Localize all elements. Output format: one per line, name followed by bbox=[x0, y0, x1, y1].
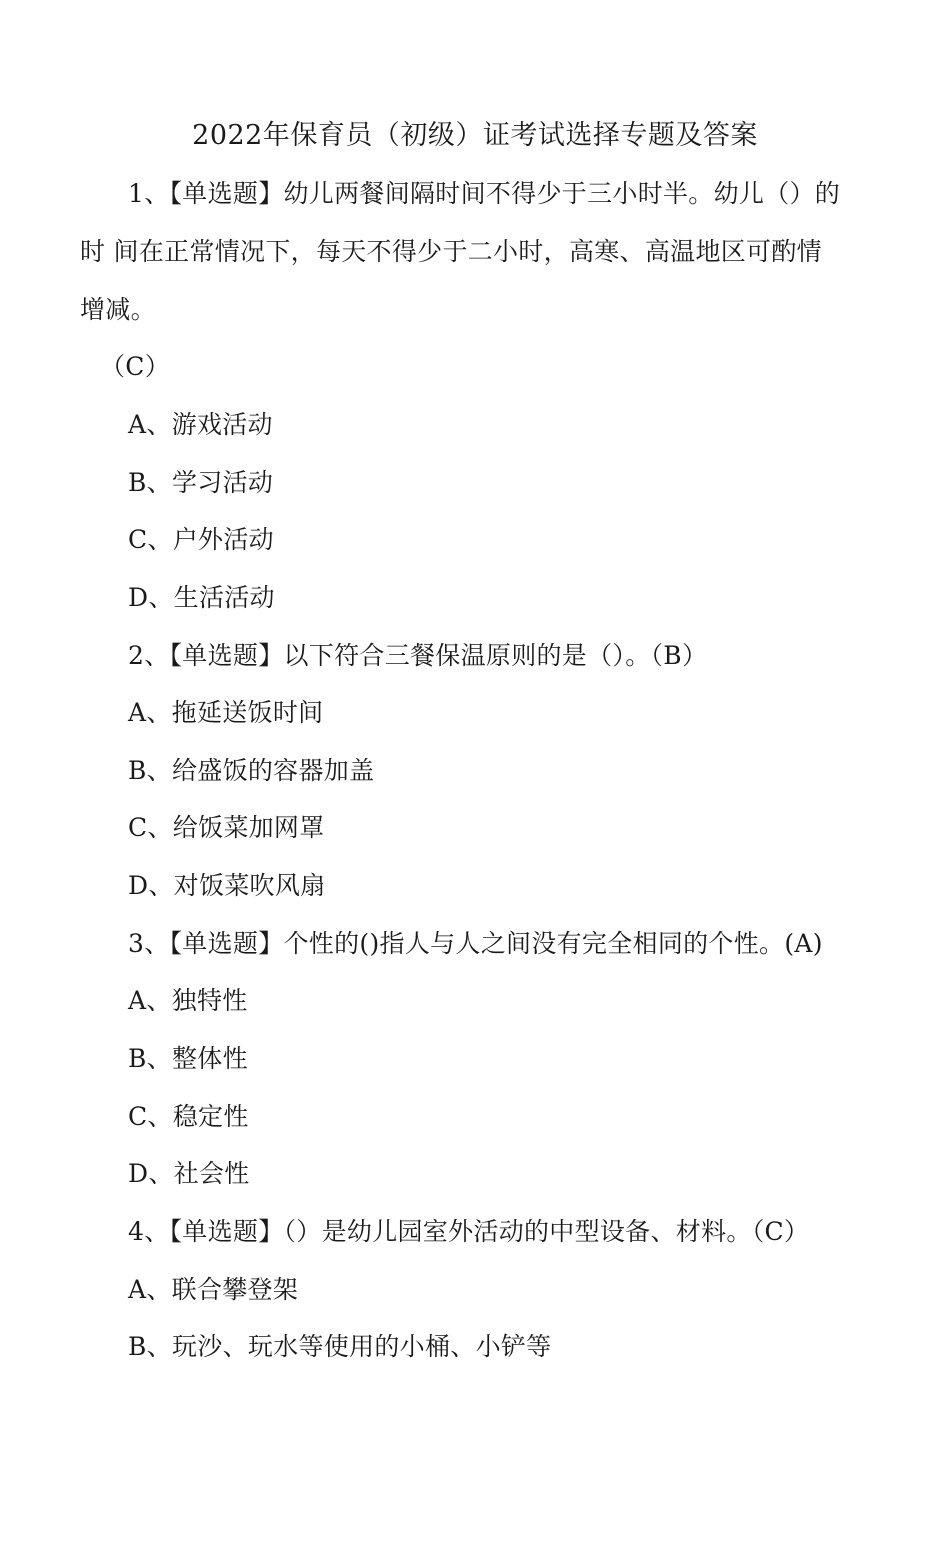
question-2-option-a: A、拖延送饭时间 bbox=[128, 698, 324, 727]
question-3-stem: 3、【单选题】个性的()指人与人之间没有完全相同的个性。(A) bbox=[128, 929, 823, 958]
question-1-stem-line-1: 1、【单选题】幼儿两餐间隔时间不得少于三小时半。幼儿（）的 bbox=[128, 179, 841, 208]
question-4-stem: 4、【单选题】（）是幼儿园室外活动的中型设备、材料。（C） bbox=[128, 1217, 810, 1246]
question-1-option-d: D、生活活动 bbox=[128, 583, 275, 612]
question-1-answer: （C） bbox=[100, 352, 171, 381]
question-2-option-c: C、给饭菜加网罩 bbox=[128, 813, 325, 842]
question-2-stem: 2、【单选题】以下符合三餐保温原则的是（）。（B） bbox=[128, 641, 708, 670]
question-4-option-b: B、玩沙、玩水等使用的小桶、小铲等 bbox=[128, 1332, 552, 1361]
question-3-option-d: D、社会性 bbox=[128, 1159, 250, 1188]
question-1-option-a: A、游戏活动 bbox=[128, 410, 273, 439]
question-3-option-c: C、稳定性 bbox=[128, 1102, 249, 1131]
question-2-option-d: D、对饭菜吹风扇 bbox=[128, 871, 326, 900]
question-4-option-a: A、联合攀登架 bbox=[128, 1275, 299, 1304]
question-1-stem-line-3: 增减。 bbox=[80, 295, 156, 324]
question-1-option-b: B、学习活动 bbox=[128, 468, 274, 497]
document-title: 2022年保育员（初级）证考试选择专题及答案 bbox=[192, 120, 758, 151]
question-1-stem-line-2: 时 间在正常情况下，每天不得少于二小时，高寒、高温地区可酌情 bbox=[80, 237, 822, 266]
question-1-option-c: C、户外活动 bbox=[128, 525, 274, 554]
question-3-option-a: A、独特性 bbox=[128, 986, 248, 1015]
question-2-option-b: B、给盛饭的容器加盖 bbox=[128, 756, 375, 785]
question-3-option-b: B、整体性 bbox=[128, 1044, 248, 1073]
